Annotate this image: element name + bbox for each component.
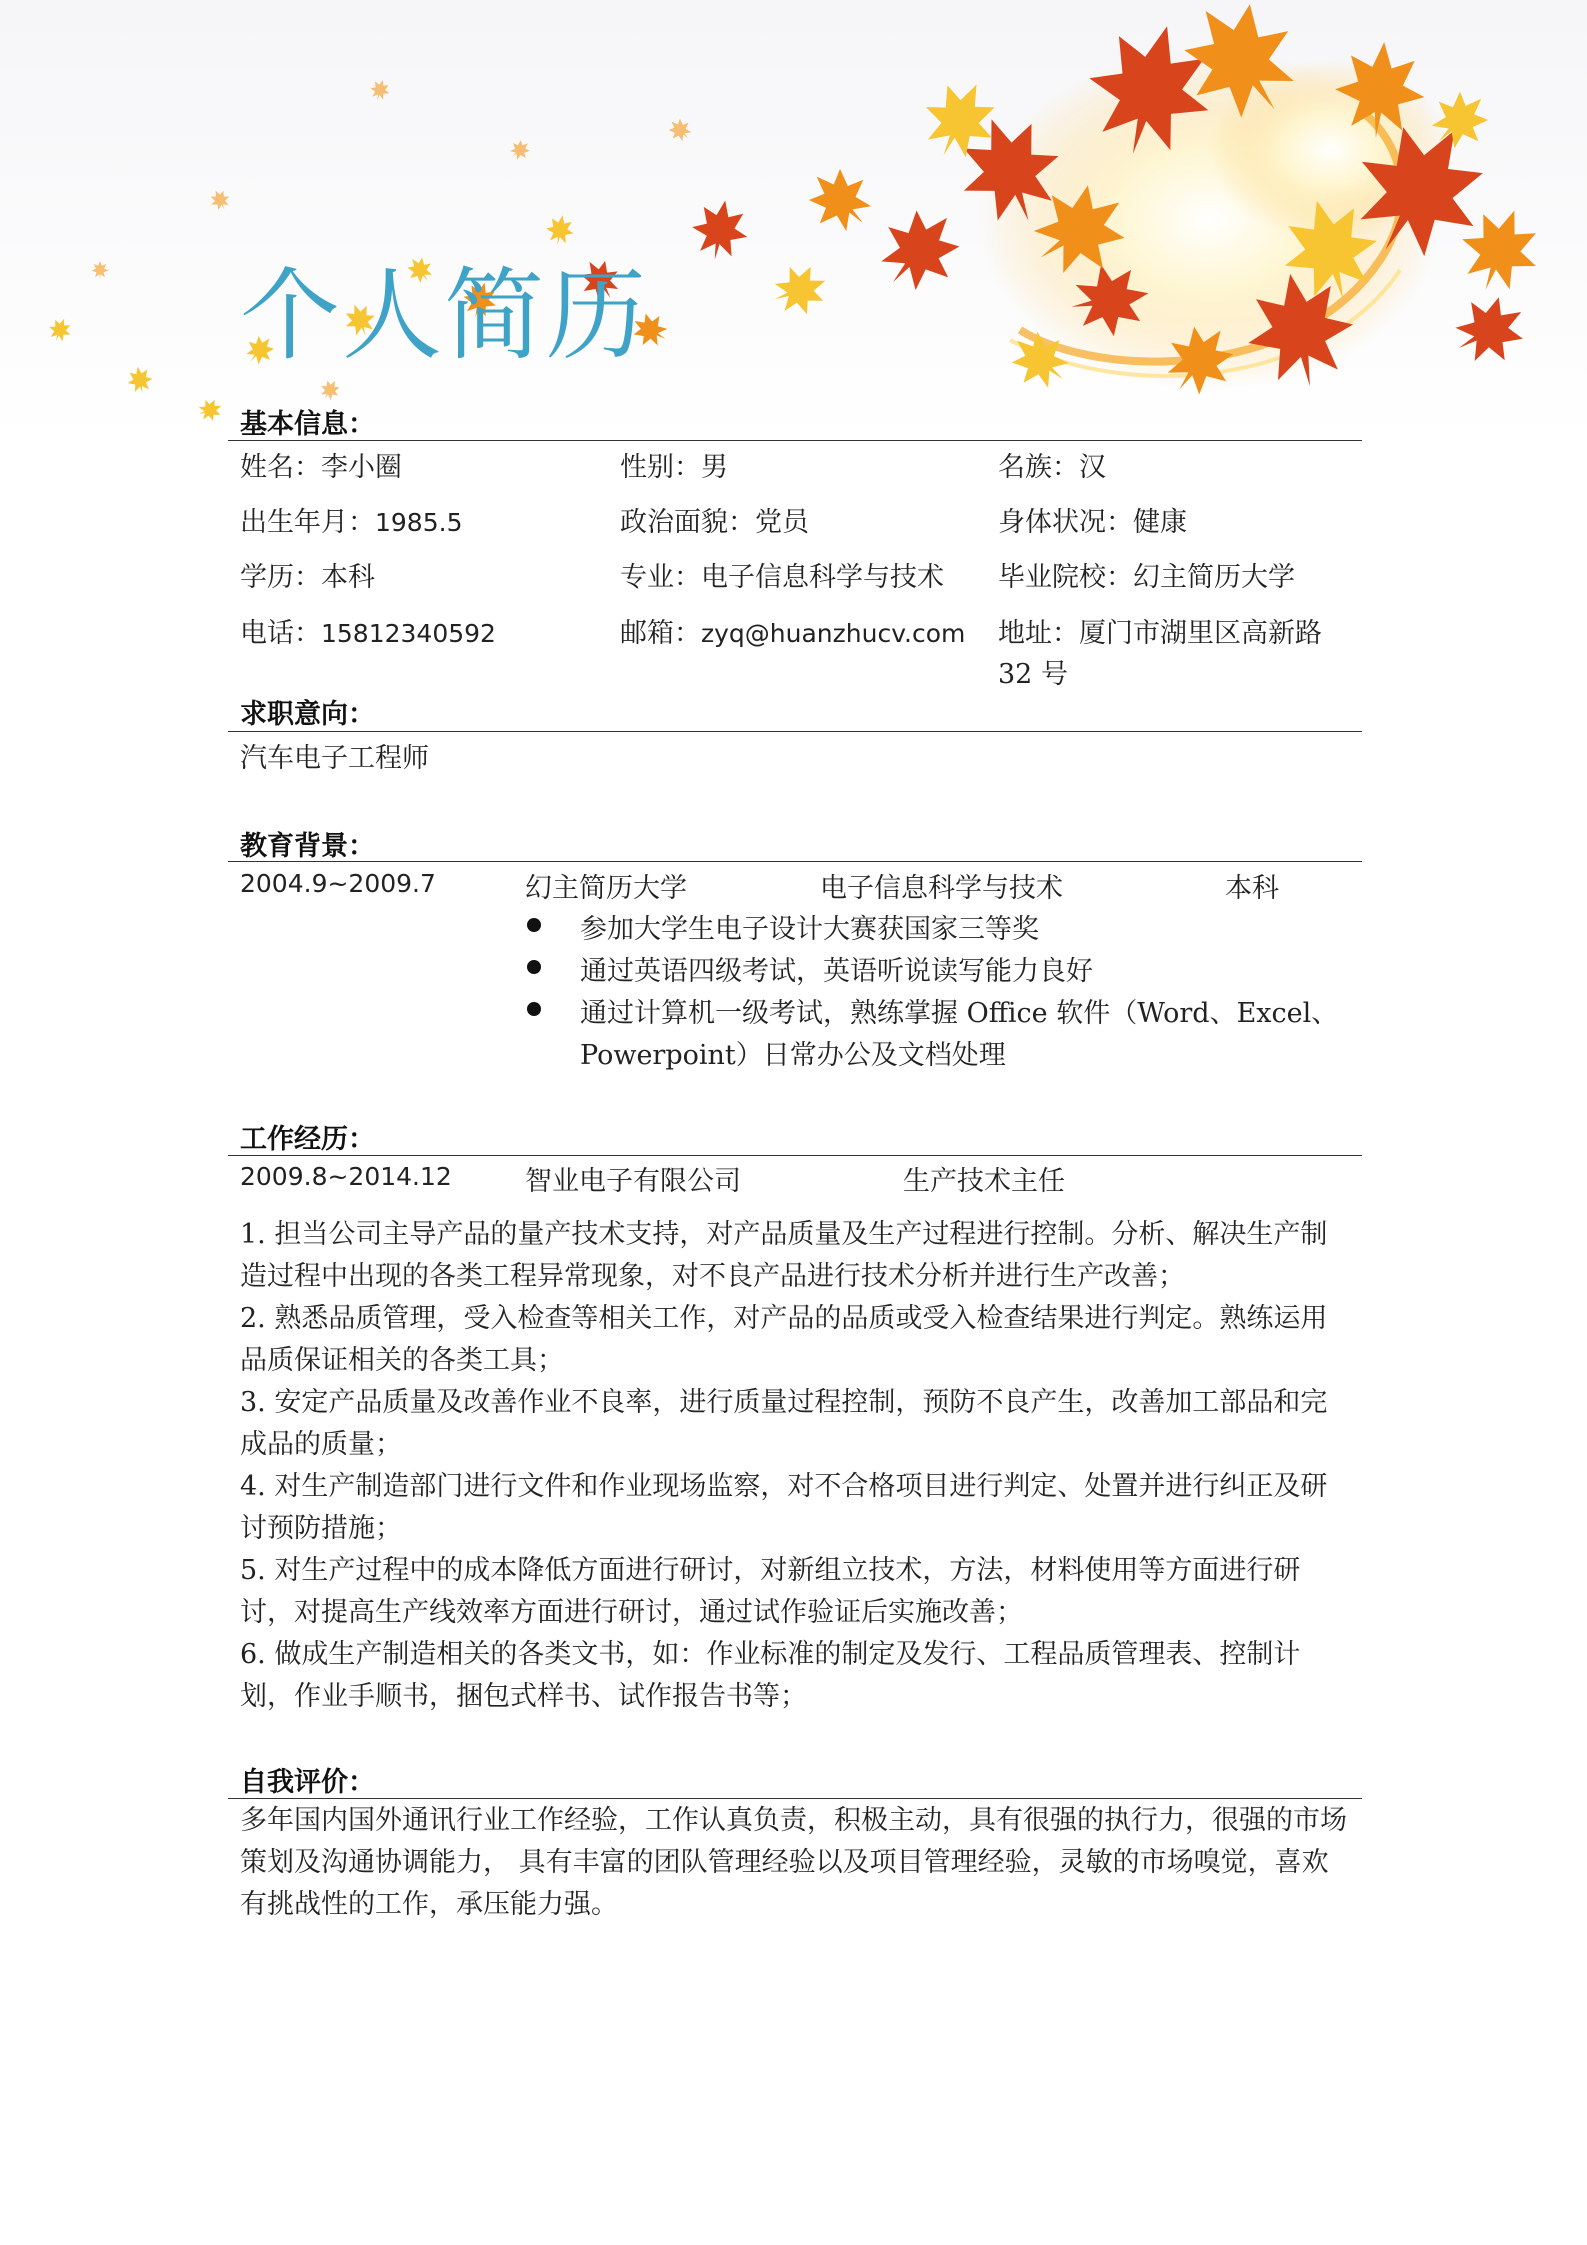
bullet-icon: [527, 960, 541, 974]
field-gender: 性别：男: [620, 452, 728, 483]
work-duty: 6. 做成生产制造相关的各类文书，如：作业标准的制定及发行、工程品质管理表、控制计划，作业手顺书，捆包式样书、试作报告书等；: [240, 1639, 1301, 1712]
field-address: 地址：厦门市湖里区高新路: [998, 618, 1322, 649]
field-email-label: 邮箱：: [620, 618, 701, 649]
section-title-work: 工作经历：: [240, 1124, 375, 1155]
divider: [228, 1798, 1362, 1799]
bullet-icon: [527, 1002, 541, 1016]
field-address-cont: 32 号: [998, 659, 1068, 690]
field-ethnic: 名族：汉: [998, 452, 1106, 483]
edu-degree: 本科: [1225, 873, 1279, 904]
field-birth: [240, 500, 462, 539]
field-birth-value: 1985.5: [375, 508, 463, 537]
autumn-leaves-illustration: [0, 0, 1587, 440]
section-title-education: 教育背景：: [240, 831, 375, 862]
divider: [228, 440, 1362, 441]
field-major: 专业：电子信息科学与技术: [620, 562, 944, 593]
field-email-value: zyq@huanzhucv.com: [701, 619, 966, 648]
work-period: 2009.8~2014.12: [240, 1162, 452, 1191]
field-phone: [240, 611, 496, 650]
field-email: [620, 611, 965, 650]
work-duties: [240, 1214, 1352, 1718]
intent-value: 汽车电子工程师: [240, 743, 429, 774]
field-education: 学历：本科: [240, 562, 375, 593]
divider: [228, 1155, 1362, 1156]
field-phone-value: 15812340592: [321, 619, 496, 648]
edu-bullet: 通过英语四级考试，英语听说读写能力良好: [580, 956, 1093, 987]
edu-period: 2004.9~2009.7: [240, 869, 436, 898]
self-evaluation: 多年国内国外通讯行业工作经验，工作认真负责，积极主动，具有很强的执行力，很强的市场策划及沟通协调能力， 具有丰富的团队管理经验以及项目管理经验，灵敏的市场嗅觉，喜欢有挑战性的工作，承压能力强。: [240, 1805, 1347, 1920]
section-title-self: 自我评价：: [240, 1767, 375, 1798]
edu-bullet-cont: Powerpoint）日常办公及文档处理: [580, 1040, 1006, 1071]
header-banner: [0, 0, 1587, 440]
work-duty: 1. 担当公司主导产品的量产技术支持，对产品质量及生产过程进行控制。分析、解决生产制造过程中出现的各类工程异常现象，对不良产品进行技术分析并进行生产改善；: [240, 1219, 1328, 1292]
field-school: 毕业院校：幻主简历大学: [998, 562, 1295, 593]
field-name: 姓名：李小圈: [240, 452, 402, 483]
edu-major: 电子信息科学与技术: [820, 873, 1063, 904]
work-company: 智业电子有限公司: [525, 1166, 741, 1197]
page-title: 个人简历: [240, 257, 648, 374]
section-title-basic: 基本信息：: [240, 409, 375, 440]
field-health: 身体状况：健康: [998, 507, 1187, 538]
bullet-icon: [527, 918, 541, 932]
work-duty: 2. 熟悉品质管理，受入检查等相关工作，对产品的品质或受入检查结果进行判定。熟练运用品质保证相关的各类工具；: [240, 1303, 1328, 1376]
work-position: 生产技术主任: [903, 1166, 1065, 1197]
edu-school: 幻主简历大学: [525, 873, 687, 904]
work-duty: 5. 对生产过程中的成本降低方面进行研讨，对新组立技术，方法，材料使用等方面进行研讨，对提高生产线效率方面进行研讨，通过试作验证后实施改善；: [240, 1555, 1301, 1628]
edu-bullet: 通过计算机一级考试，熟练掌握 Office 软件（Word、Excel、: [580, 998, 1339, 1029]
work-duty: 3. 安定产品质量及改善作业不良率，进行质量过程控制，预防不良产生，改善加工部品和完成品的质量；: [240, 1387, 1328, 1460]
field-birth-label: 出生年月：: [240, 507, 375, 538]
field-phone-label: 电话：: [240, 618, 321, 649]
edu-bullet: 参加大学生电子设计大赛获国家三等奖: [580, 914, 1039, 945]
divider: [228, 861, 1362, 862]
work-duty: 4. 对生产制造部门进行文件和作业现场监察，对不合格项目进行判定、处置并进行纠正及研讨预防措施；: [240, 1471, 1328, 1544]
field-political: 政治面貌：党员: [620, 507, 809, 538]
divider: [228, 731, 1362, 732]
section-title-intent: 求职意向：: [240, 699, 375, 730]
